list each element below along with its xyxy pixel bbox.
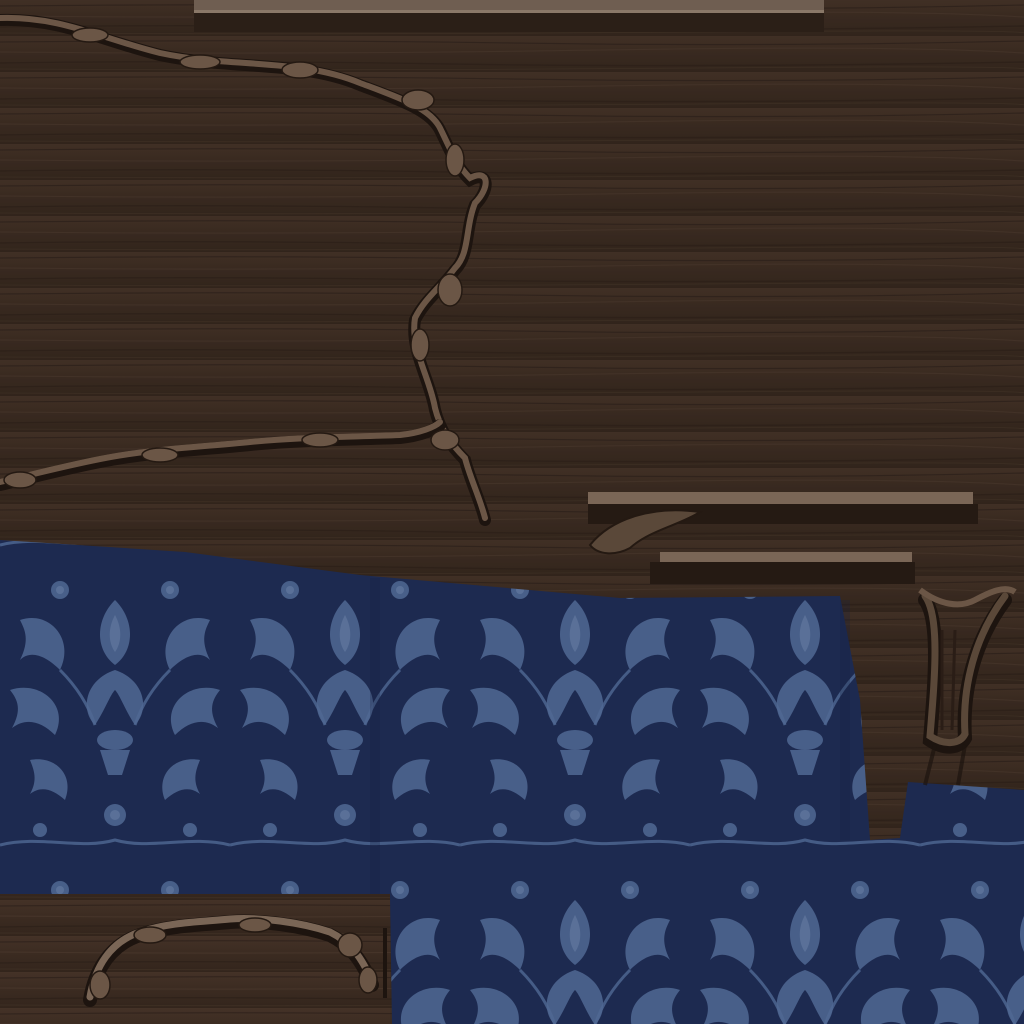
apron-wood-edge [383, 928, 387, 998]
damask-fold-line-right [840, 600, 850, 840]
top-molding-line [194, 10, 824, 13]
top-molding-shadow [194, 12, 824, 32]
right-molding-1 [588, 492, 973, 504]
right-molding-2-shadow [650, 562, 915, 584]
damask-fold-line-left [370, 578, 380, 908]
apron-wood [0, 894, 390, 1024]
right-molding-2 [660, 552, 912, 562]
apron-carving-block [0, 894, 390, 1024]
